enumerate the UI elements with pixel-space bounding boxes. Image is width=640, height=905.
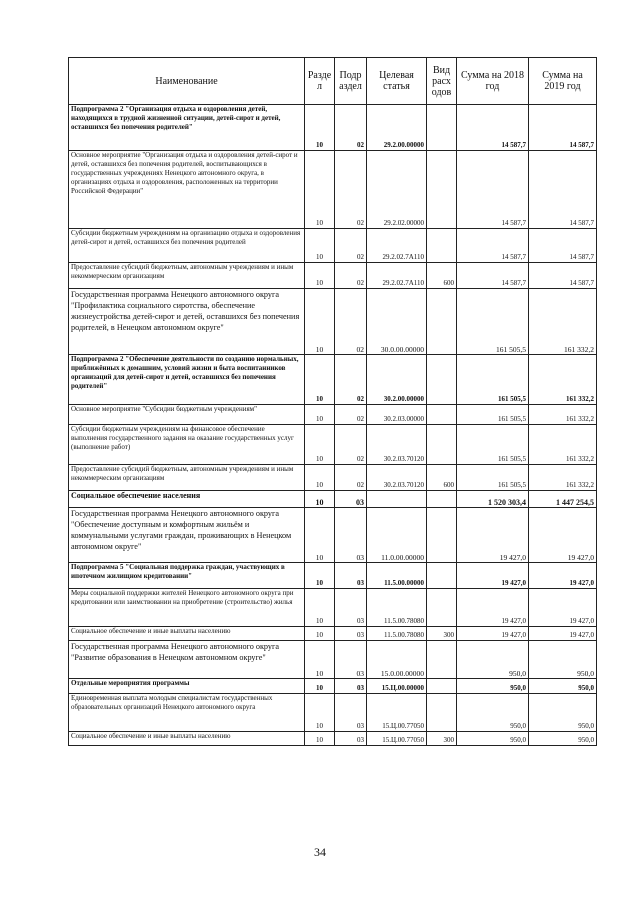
row-razdel: 10 (305, 425, 335, 465)
row-sum-2018: 19 427,0 (457, 563, 529, 589)
table-body (69, 105, 597, 746)
row-sum-2018: 161 505,5 (457, 289, 529, 355)
row-sum-2018: 161 505,5 (457, 425, 529, 465)
header-vid-rashodov: Вид расх одов (427, 58, 457, 105)
table-row (69, 289, 597, 355)
row-podrazdel: 02 (335, 355, 367, 405)
table-row (69, 627, 597, 641)
row-razdel: 10 (305, 263, 335, 289)
row-vid-rashodov: 300 (427, 627, 457, 641)
row-sum-2018: 1 520 303,4 (457, 491, 529, 508)
row-celevaya-statya: 29.2.02.7А110 (367, 263, 427, 289)
row-celevaya-statya: 30.2.03.00000 (367, 405, 427, 425)
row-vid-rashodov (427, 289, 457, 355)
row-razdel: 10 (305, 105, 335, 151)
row-sum-2019: 161 332,2 (529, 405, 597, 425)
row-name: Подпрограмма 2 "Обеспечение деятельности по созданию нормальных, приближённых к домашним, условий жизни и быта воспитанников организаций для детей-сирот и детей, оставшихся без попечения родителей" (69, 355, 305, 405)
row-vid-rashodov (427, 105, 457, 151)
row-razdel: 10 (305, 229, 335, 263)
row-name: Государственная программа Ненецкого автономного округа "Развитие образования в Ненецком автономном округе" (69, 641, 305, 679)
row-razdel: 10 (305, 641, 335, 679)
row-vid-rashodov: 600 (427, 465, 457, 491)
row-vid-rashodov (427, 589, 457, 627)
row-celevaya-statya: 30.0.00.00000 (367, 289, 427, 355)
row-name: Предоставление субсидий бюджетным, автономным учреждениям и иным некоммерческим организациям (69, 263, 305, 289)
row-podrazdel: 02 (335, 229, 367, 263)
row-celevaya-statya: 30.2.00.00000 (367, 355, 427, 405)
row-sum-2018: 950,0 (457, 694, 529, 732)
table-row (69, 732, 597, 746)
row-name: Субсидии бюджетным учреждениям на финансовое обеспечение выполнения государственного задания на оказание государственных услуг (выполнение работ) (69, 425, 305, 465)
row-sum-2019: 161 332,2 (529, 289, 597, 355)
row-podrazdel: 03 (335, 491, 367, 508)
row-podrazdel: 02 (335, 289, 367, 355)
row-celevaya-statya: 11.5.00.00000 (367, 563, 427, 589)
row-vid-rashodov (427, 151, 457, 229)
row-sum-2018: 161 505,5 (457, 355, 529, 405)
row-razdel: 10 (305, 355, 335, 405)
row-celevaya-statya: 11.5.00.78080 (367, 589, 427, 627)
table-row (69, 679, 597, 694)
row-sum-2018: 14 587,7 (457, 105, 529, 151)
row-sum-2019: 14 587,7 (529, 151, 597, 229)
table-header-row (69, 58, 597, 105)
table-row (69, 508, 597, 563)
header-sum-2018: Сумма на 2018 год (457, 58, 529, 105)
budget-table (68, 57, 597, 746)
table-row (69, 563, 597, 589)
row-razdel: 10 (305, 589, 335, 627)
row-podrazdel: 02 (335, 405, 367, 425)
row-celevaya-statya: 15.Ц.00.77050 (367, 694, 427, 732)
row-razdel: 10 (305, 289, 335, 355)
row-vid-rashodov (427, 679, 457, 694)
row-sum-2019: 161 332,2 (529, 355, 597, 405)
row-celevaya-statya (367, 491, 427, 508)
row-name: Подпрограмма 2 "Организация отдыха и оздоровления детей, находящихся в трудной жизненной ситуации, детей-сирот и детей, оставшихся без попечения родителей" (69, 105, 305, 151)
row-vid-rashodov: 600 (427, 263, 457, 289)
table-row (69, 355, 597, 405)
row-razdel: 10 (305, 151, 335, 229)
row-podrazdel: 03 (335, 589, 367, 627)
row-celevaya-statya: 15.Ц.00.00000 (367, 679, 427, 694)
row-sum-2019: 161 332,2 (529, 425, 597, 465)
header-celevaya-statya: Целевая статья (367, 58, 427, 105)
header-sum-2019: Сумма на 2019 год (529, 58, 597, 105)
row-vid-rashodov (427, 425, 457, 465)
row-sum-2018: 161 505,5 (457, 465, 529, 491)
table-row (69, 694, 597, 732)
row-vid-rashodov (427, 355, 457, 405)
row-vid-rashodov: 300 (427, 732, 457, 746)
row-vid-rashodov (427, 405, 457, 425)
row-celevaya-statya: 11.5.00.78080 (367, 627, 427, 641)
row-celevaya-statya: 29.2.00.00000 (367, 105, 427, 151)
row-celevaya-statya: 29.2.02.00000 (367, 151, 427, 229)
table-row (69, 229, 597, 263)
row-name: Основное мероприятие "Субсидии бюджетным учреждениям" (69, 405, 305, 425)
row-sum-2018: 950,0 (457, 641, 529, 679)
row-name: Социальное обеспечение населения (69, 491, 305, 508)
row-celevaya-statya: 30.2.03.70120 (367, 425, 427, 465)
row-podrazdel: 03 (335, 679, 367, 694)
row-name: Основное мероприятие "Организация отдыха и оздоровления детей-сирот и детей, оставшихся без попечения родителей, воспитывающихся в государственных учреждениях Ненецкого автономного округа, в организациях отдыха и оздоровления, расположенных на территории Российской Федерации" (69, 151, 305, 229)
row-podrazdel: 03 (335, 563, 367, 589)
page-number: 34 (314, 845, 326, 859)
row-sum-2019: 14 587,7 (529, 105, 597, 151)
row-podrazdel: 02 (335, 263, 367, 289)
row-name: Социальное обеспечение и иные выплаты населению (69, 732, 305, 746)
row-razdel: 10 (305, 508, 335, 563)
row-sum-2018: 19 427,0 (457, 627, 529, 641)
row-sum-2019: 14 587,7 (529, 229, 597, 263)
row-sum-2018: 950,0 (457, 679, 529, 694)
table-row (69, 105, 597, 151)
row-celevaya-statya: 15.0.00.00000 (367, 641, 427, 679)
row-podrazdel: 02 (335, 151, 367, 229)
row-sum-2019: 161 332,2 (529, 465, 597, 491)
row-name: Отдельные мероприятия программы (69, 679, 305, 694)
row-sum-2019: 950,0 (529, 641, 597, 679)
row-podrazdel: 03 (335, 732, 367, 746)
row-sum-2018: 14 587,7 (457, 151, 529, 229)
row-name: Государственная программа Ненецкого автономного округа "Обеспечение доступным и комфортным жильём и коммунальными услугами граждан, проживающих в Ненецком автономном округе" (69, 508, 305, 563)
row-sum-2019: 950,0 (529, 679, 597, 694)
table-row (69, 589, 597, 627)
row-podrazdel: 03 (335, 508, 367, 563)
row-celevaya-statya: 29.2.02.7А110 (367, 229, 427, 263)
row-razdel: 10 (305, 405, 335, 425)
row-podrazdel: 03 (335, 694, 367, 732)
row-podrazdel: 03 (335, 627, 367, 641)
table-row (69, 641, 597, 679)
row-sum-2019: 1 447 254,5 (529, 491, 597, 508)
row-vid-rashodov (427, 563, 457, 589)
header-podrazdel: Подр аздел (335, 58, 367, 105)
row-razdel: 10 (305, 465, 335, 491)
row-name: Предоставление субсидий бюджетным, автономным учреждениям и иным некоммерческим организациям (69, 465, 305, 491)
row-sum-2019: 19 427,0 (529, 627, 597, 641)
row-sum-2018: 14 587,7 (457, 229, 529, 263)
row-vid-rashodov (427, 491, 457, 508)
row-razdel: 10 (305, 627, 335, 641)
row-name: Субсидии бюджетным учреждениям на организацию отдыха и оздоровления детей-сирот и детей, оставшихся без попечения родителей (69, 229, 305, 263)
table-row (69, 151, 597, 229)
row-celevaya-statya: 30.2.03.70120 (367, 465, 427, 491)
row-razdel: 10 (305, 679, 335, 694)
table-row (69, 465, 597, 491)
row-sum-2018: 19 427,0 (457, 508, 529, 563)
row-sum-2018: 19 427,0 (457, 589, 529, 627)
row-sum-2019: 19 427,0 (529, 589, 597, 627)
row-vid-rashodov (427, 694, 457, 732)
row-name: Единовременная выплата молодым специалистам государственных образовательных организаций Ненецкого автономного округа (69, 694, 305, 732)
row-sum-2019: 19 427,0 (529, 563, 597, 589)
row-podrazdel: 02 (335, 465, 367, 491)
row-name: Социальное обеспечение и иные выплаты населению (69, 627, 305, 641)
row-vid-rashodov (427, 508, 457, 563)
row-razdel: 10 (305, 491, 335, 508)
row-name: Подпрограмма 5 "Социальная поддержка граждан, участвующих в ипотечном жилищном кредитовании" (69, 563, 305, 589)
row-podrazdel: 03 (335, 641, 367, 679)
row-sum-2019: 19 427,0 (529, 508, 597, 563)
row-podrazdel: 02 (335, 425, 367, 465)
row-name: Государственная программа Ненецкого автономного округа "Профилактика социального сиротства, обеспечение жизнеустройства детей-сирот и детей, оставшихся без попечения родителей, в Ненецком автономном округе" (69, 289, 305, 355)
row-vid-rashodov (427, 641, 457, 679)
row-razdel: 10 (305, 694, 335, 732)
row-sum-2018: 14 587,7 (457, 263, 529, 289)
table-row (69, 405, 597, 425)
row-sum-2019: 950,0 (529, 732, 597, 746)
table-row (69, 263, 597, 289)
row-name: Меры социальной поддержки жителей Ненецкого автономного округа при кредитовании или заимствовании на приобретение (строительство) жилья (69, 589, 305, 627)
row-vid-rashodov (427, 229, 457, 263)
header-razdel: Разде л (305, 58, 335, 105)
row-podrazdel: 02 (335, 105, 367, 151)
table-row (69, 425, 597, 465)
row-sum-2019: 950,0 (529, 694, 597, 732)
row-sum-2018: 161 505,5 (457, 405, 529, 425)
row-sum-2018: 950,0 (457, 732, 529, 746)
row-celevaya-statya: 11.0.00.00000 (367, 508, 427, 563)
row-razdel: 10 (305, 563, 335, 589)
row-sum-2019: 14 587,7 (529, 263, 597, 289)
header-name: Наименование (69, 58, 305, 105)
row-razdel: 10 (305, 732, 335, 746)
table-row (69, 491, 597, 508)
row-celevaya-statya: 15.Ц.00.77050 (367, 732, 427, 746)
